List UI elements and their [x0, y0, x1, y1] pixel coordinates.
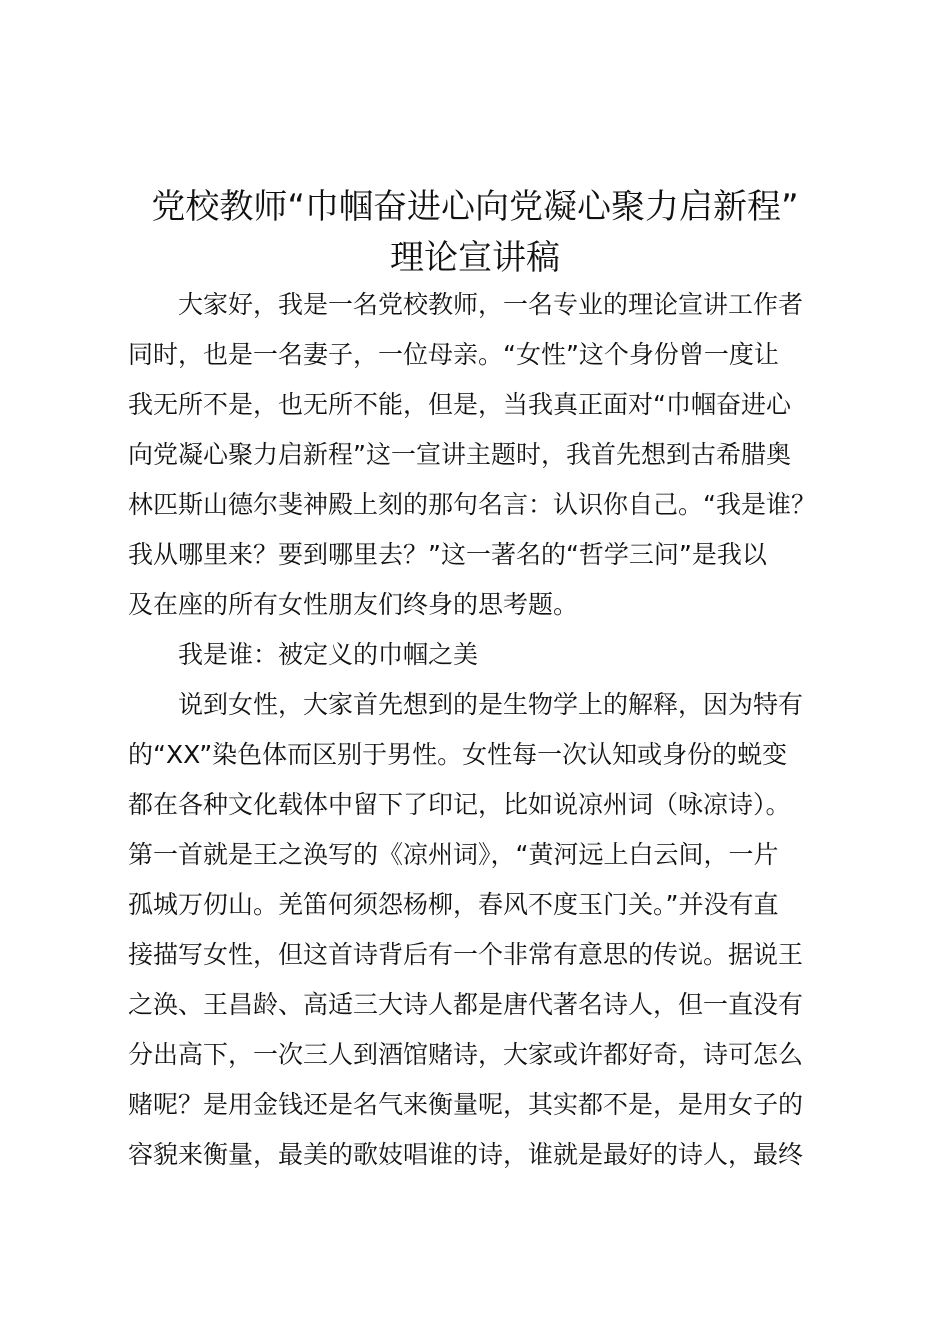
paragraph-line: 容貌来衡量，最美的歌妓唱谁的诗，谁就是最好的诗人，最终 — [128, 1140, 804, 1169]
paragraph-line: 接描写女性，但这首诗背后有一个非常有意思的传说。据说王 — [128, 940, 804, 969]
paragraph-line: 我无所不是，也无所不能，但是，当我真正面对“巾帼奋进心 — [128, 390, 791, 419]
paragraph-line: 我从哪里来？要到哪里去？”这一著名的“哲学三问”是我以 — [128, 540, 767, 569]
paragraph-line: 及在座的所有女性朋友们终身的思考题。 — [128, 590, 579, 619]
paragraph-line: 林匹斯山德尔斐神殿上刻的那句名言：认识你自己。“我是谁？ — [128, 490, 816, 519]
paragraph-line: 说到女性，大家首先想到的是生物学上的解释，因为特有 — [178, 690, 804, 719]
paragraph-line: 分出高下，一次三人到酒馆赌诗，大家或许都好奇，诗可怎么 — [128, 1040, 804, 1069]
paragraph-line: 孤城万仞山。羌笛何须怨杨柳，春风不度玉门关。”并没有直 — [128, 890, 779, 919]
document-title-line-1: 党校教师“巾帼奋进心向党凝心聚力启新程” — [151, 187, 799, 227]
document-title-line-2: 理论宣讲稿 — [390, 238, 560, 278]
paragraph-line: 之涣、王昌龄、高适三大诗人都是唐代著名诗人，但一直没有 — [128, 990, 804, 1019]
paragraph-line: 的“XX”染色体而区别于男性。女性每一次认知或身份的蜕变 — [128, 740, 788, 769]
paragraph-line: 向党凝心聚力启新程”这一宣讲主题时，我首先想到古希腊奥 — [128, 440, 791, 469]
document-body — [128, 280, 828, 1180]
section-heading: 我是谁：被定义的巾帼之美 — [178, 640, 479, 669]
paragraph-line: 大家好，我是一名党校教师，一名专业的理论宣讲工作者 — [178, 290, 804, 319]
paragraph-line: 同时，也是一名妻子，一位母亲。“女性”这个身份曾一度让 — [128, 340, 779, 369]
paragraph-line: 第一首就是王之涣写的《凉州词》，“黄河远上白云间，一片 — [128, 840, 779, 869]
paragraph-line: 都在各种文化载体中留下了印记，比如说凉州词（咏凉诗）。 — [128, 790, 791, 819]
paragraph-line: 赌呢？是用金钱还是名气来衡量呢，其实都不是，是用女子的 — [128, 1090, 804, 1119]
